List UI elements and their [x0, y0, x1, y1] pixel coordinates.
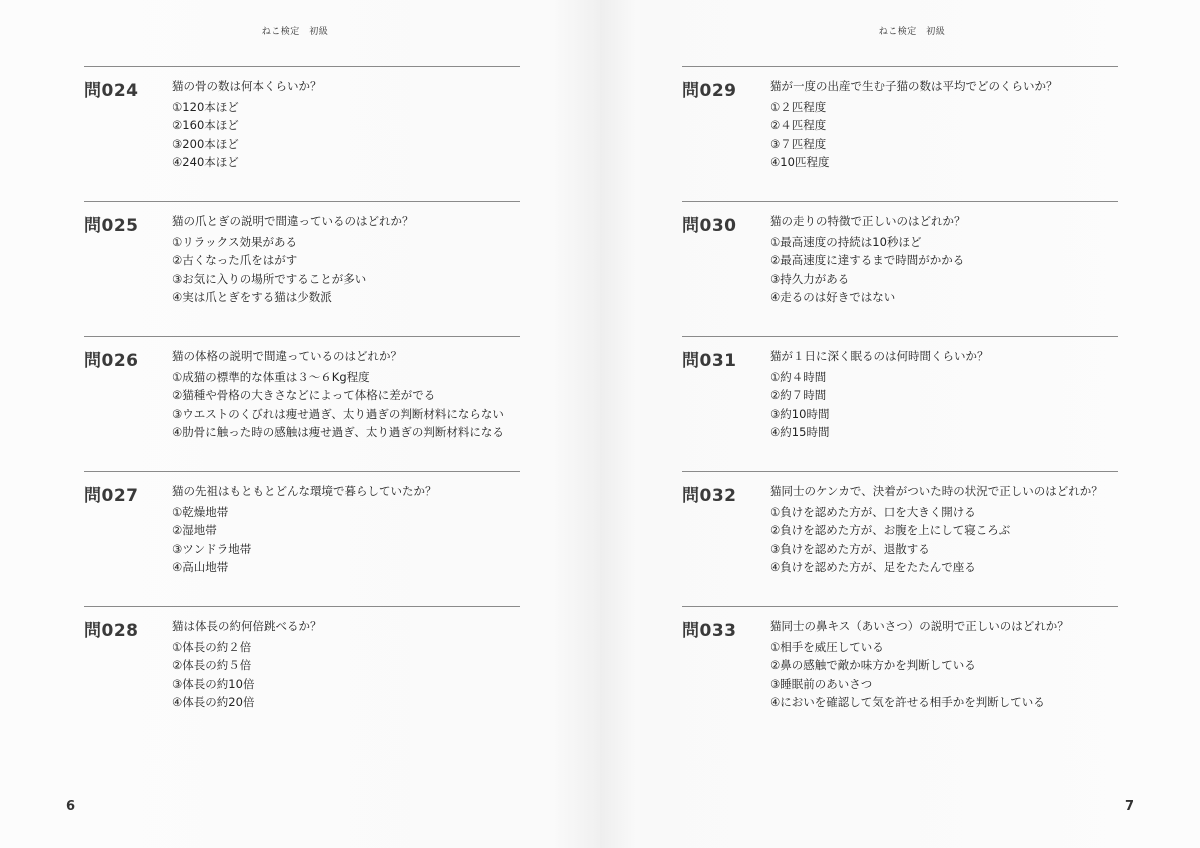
- question-text: 猫が１日に深く眠るのは何時間くらいか？: [770, 349, 989, 363]
- answer-option: ②160本ほど: [172, 118, 239, 133]
- answer-option: ②最高速度に達するまで時間がかかる: [770, 253, 965, 268]
- answer-options: [770, 638, 1045, 711]
- answer-option: ②猫種や骨格の大きさなどによって体格に差がでる: [172, 388, 436, 403]
- answer-option: ②体長の約５倍: [172, 658, 252, 673]
- question-block: [84, 471, 520, 606]
- answer-option: ④実は爪とぎをする猫は少数派: [172, 289, 332, 304]
- running-header: ねこ検定 初級: [878, 27, 946, 37]
- question-block: [682, 66, 1118, 201]
- answer-option: ④約15時間: [770, 424, 830, 439]
- answer-option: ③約10時間: [770, 406, 830, 421]
- answer-option: ③ツンドラ地帯: [172, 541, 252, 556]
- question-text: 猫が一度の出産で生む子猫の数は平均でどのくらいか？: [770, 79, 1058, 93]
- question-text: 猫の骨の数は何本くらいか？: [172, 79, 322, 93]
- question-number: 問024: [84, 81, 139, 101]
- question-block: [84, 201, 520, 336]
- question-text: 猫の体格の説明で間違っているのはどれか？: [172, 349, 402, 363]
- page-number: 6: [66, 799, 76, 814]
- page-number: 7: [1125, 799, 1135, 814]
- answer-option: ③ウエストのくびれは痩せ過ぎ、太り過ぎの判断材料にならない: [172, 406, 504, 421]
- answer-option: ④負けを認めた方が、足をたたんで座る: [770, 559, 976, 574]
- question-number: 問028: [84, 621, 139, 641]
- question-text: 猫の先祖はもともとどんな環境で暮らしていたか？: [172, 484, 437, 498]
- answer-option: ②湿地帯: [172, 523, 217, 538]
- answer-option: ①負けを認めた方が、口を大きく開ける: [770, 505, 976, 519]
- question-number: 問032: [682, 486, 737, 506]
- question-number: 問031: [682, 351, 737, 371]
- question-block: [682, 606, 1118, 741]
- question-number: 問033: [682, 621, 737, 641]
- answer-options: [770, 503, 1010, 576]
- question-text: 猫は体長の約何倍跳べるか？: [172, 619, 322, 633]
- answer-option: ①体長の約２倍: [172, 640, 252, 654]
- answer-options: [172, 503, 251, 576]
- answer-option: ④240本ほど: [172, 154, 239, 169]
- answer-options: [172, 638, 254, 711]
- answer-option: ④10匹程度: [770, 154, 830, 169]
- answer-option: ②約７時間: [770, 388, 827, 403]
- answer-option: ④肋骨に触った時の感触は痩せ過ぎ、太り過ぎの判断材料になる: [172, 424, 504, 439]
- answer-option: ②古くなった爪をはがす: [172, 253, 298, 268]
- answer-option: ②４匹程度: [770, 118, 827, 133]
- answer-option: ③体長の約10倍: [172, 676, 255, 691]
- question-list: [84, 66, 520, 741]
- answer-option: ①乾燥地帯: [172, 505, 229, 519]
- question-block: [682, 336, 1118, 471]
- answer-option: ④走るのは好きではない: [770, 289, 896, 304]
- question-block: [84, 66, 520, 201]
- answer-option: ④においを確認して気を許せる相手かを判断している: [770, 694, 1045, 709]
- answer-options: [770, 368, 829, 441]
- question-text: 猫同士のケンカで、決着がついた時の状況で正しいのはどれか？: [770, 484, 1103, 498]
- answer-option: ①成猫の標準的な体重は３〜６Kg程度: [172, 370, 370, 384]
- answer-option: ③７匹程度: [770, 136, 827, 151]
- answer-options: [172, 368, 504, 441]
- question-number: 問025: [84, 216, 139, 236]
- answer-options: [172, 233, 366, 306]
- answer-option: ③お気に入りの場所ですることが多い: [172, 271, 367, 286]
- question-text: 猫同士の鼻キス（あいさつ）の説明で正しいのはどれか？: [770, 619, 1069, 633]
- answer-option: ②鼻の感触で敵か味方かを判断している: [770, 658, 976, 673]
- page-right: [600, 0, 1200, 848]
- answer-option: ①約４時間: [770, 370, 827, 384]
- answer-option: ①120本ほど: [172, 100, 239, 114]
- answer-option: ③負けを認めた方が、退散する: [770, 541, 930, 556]
- question-block: [84, 606, 520, 741]
- question-number: 問029: [682, 81, 737, 101]
- answer-option: ①２匹程度: [770, 100, 827, 114]
- answer-option: ①最高速度の持続は10秒ほど: [770, 235, 922, 249]
- question-block: [84, 336, 520, 471]
- answer-options: [172, 98, 239, 171]
- question-block: [682, 471, 1118, 606]
- question-number: 問030: [682, 216, 737, 236]
- answer-options: [770, 233, 964, 306]
- answer-option: ④高山地帯: [172, 559, 229, 574]
- answer-option: ③持久力がある: [770, 271, 850, 286]
- question-text: 猫の走りの特徴で正しいのはどれか？: [770, 214, 966, 228]
- answer-option: ②負けを認めた方が、お腹を上にして寝ころぶ: [770, 523, 1011, 538]
- question-number: 問026: [84, 351, 139, 371]
- answer-option: ①相手を威圧している: [770, 640, 884, 654]
- question-number: 問027: [84, 486, 139, 506]
- answer-option: ③200本ほど: [172, 136, 239, 151]
- question-text: 猫の爪とぎの説明で間違っているのはどれか？: [172, 214, 414, 228]
- running-header: ねこ検定 初級: [261, 27, 329, 37]
- answer-option: ③睡眠前のあいさつ: [770, 676, 873, 691]
- answer-option: ①リラックス効果がある: [172, 235, 297, 249]
- answer-option: ④体長の約20倍: [172, 694, 255, 709]
- question-block: [682, 201, 1118, 336]
- question-list: [682, 66, 1118, 741]
- answer-options: [770, 98, 829, 171]
